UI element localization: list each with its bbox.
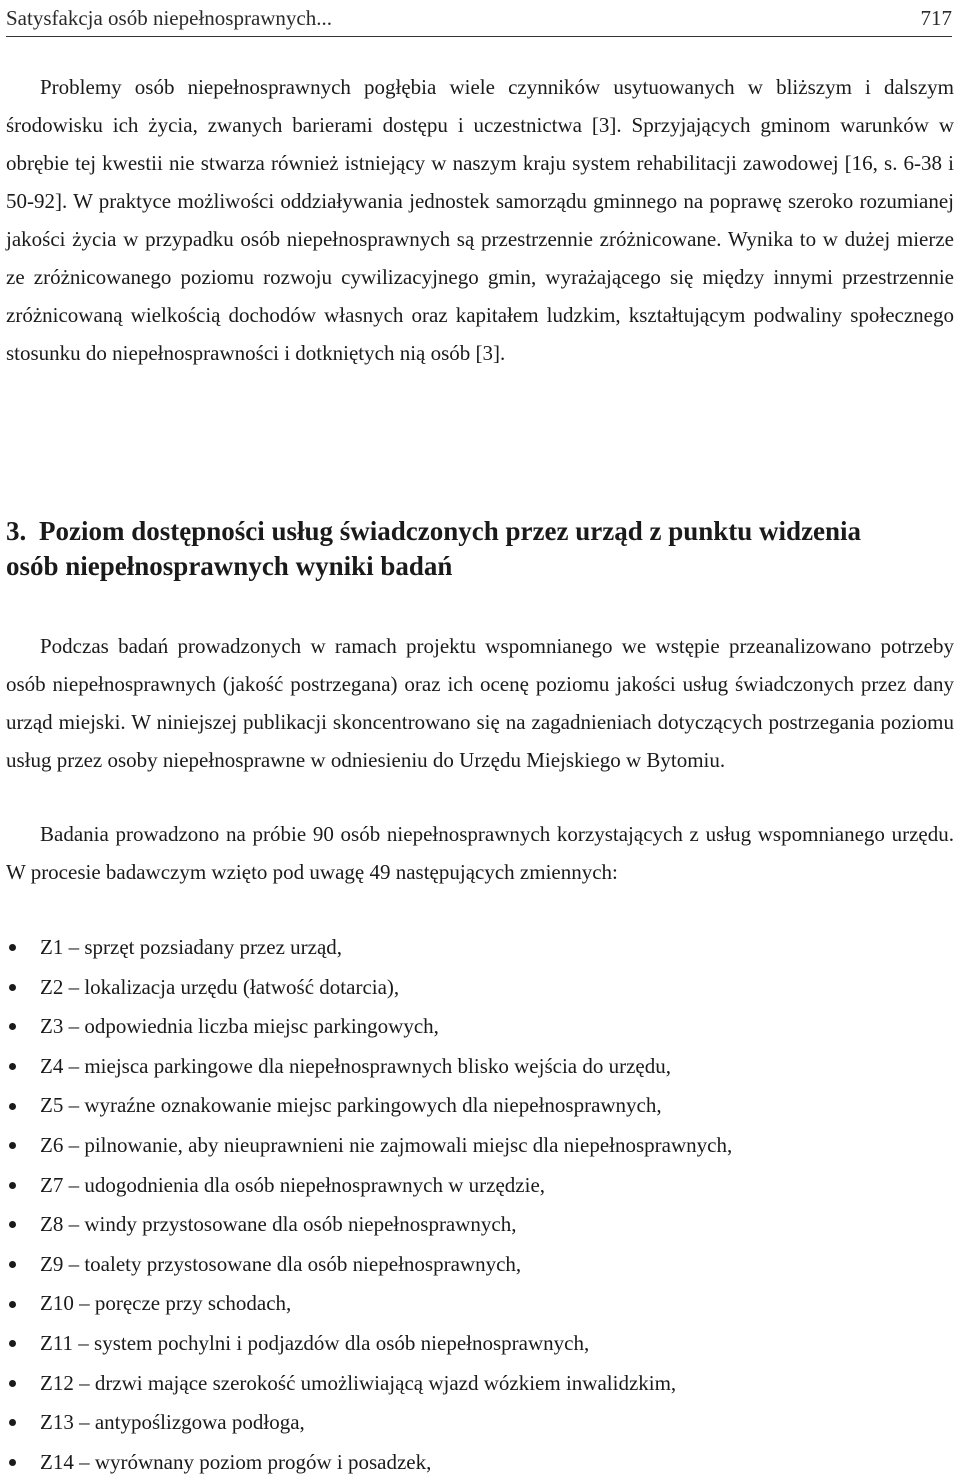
list-item: Z10 – poręcze przy schodach, — [6, 1284, 954, 1324]
section-paragraph-2-block — [6, 815, 954, 891]
bullet-icon — [9, 944, 16, 951]
bullet-icon — [9, 1063, 16, 1070]
list-item: Z2 – lokalizacja urzędu (łatwość dotarcia), — [6, 968, 954, 1008]
intro-paragraph-block — [6, 68, 954, 372]
list-item: Z11 – system pochylni i podjazdów dla osób niepełnosprawnych, — [6, 1324, 954, 1364]
bullet-icon — [9, 1419, 16, 1426]
bullet-icon — [9, 1340, 16, 1347]
section-paragraph-1-block — [6, 627, 954, 779]
bullet-icon — [9, 1221, 16, 1228]
section-paragraph-1: Podczas badań prowadzonych w ramach projektu wspomnianego we wstępie przeanalizowano potrzeby osób niepełnosprawnych (jakość postrzegana) oraz ich ocenę poziomu jakości usług świadczonych przez dany urząd miejski. W niniejszej publikacji skoncentrowano się na zagadnieniach dotyczących postrzegania poziomu usług przez osoby niepełnosprawne w odniesieniu do Urzędu Miejskiego w Bytomiu. — [6, 634, 954, 772]
bullet-icon — [9, 1023, 16, 1030]
section-heading — [6, 514, 954, 584]
list-item: Z9 – toalety przystosowane dla osób niepełnosprawnych, — [6, 1245, 954, 1285]
list-item: Z3 – odpowiednia liczba miejsc parkingowych, — [6, 1007, 954, 1047]
header-rule — [6, 36, 952, 37]
list-item: Z6 – pilnowanie, aby nieuprawnieni nie zajmowali miejsc dla niepełnosprawnych, — [6, 1126, 954, 1166]
list-item: Z13 – antypoślizgowa podłoga, — [6, 1403, 954, 1443]
list-item: Z7 – udogodnienia dla osób niepełnosprawnych w urzędzie, — [6, 1166, 954, 1206]
running-header — [6, 4, 952, 34]
page-number: 717 — [920, 6, 952, 30]
list-item: Z8 – windy przystosowane dla osób niepełnosprawnych, — [6, 1205, 954, 1245]
list-item: Z1 – sprzęt pozsiadany przez urząd, — [6, 928, 954, 968]
intro-paragraph: Problemy osób niepełnosprawnych pogłębia wiele czynników usytuowanych w bliższym i dalszym środowisku ich życia, zwanych barierami dostępu i uczestnictwa [3]. Sprzyjających gminom warunków w obrębie tej kwestii nie stwarza również istniejący w naszym kraju system rehabilitacji zawodowej [16, s. 6-38 i 50-92]. W praktyce możliwości oddziaływania jednostek samorządu gminnego na poprawę szeroko rozumianej jakości życia w przypadku osób niepełnosprawnych są przestrzennie zróżnicowane. Wynika to w dużej mierze ze zróżnicowanego poziomu rozwoju cywilizacyjnego gmin, wyrażającego się między innymi przestrzennie zróżnicowaną wielkością dochodów własnych oraz kapitałem ludzkim, kształtującym podwaliny społecznego stosunku do niepełnosprawności i dotkniętych nią osób [3]. — [6, 75, 954, 365]
section-paragraph-2: Badania prowadzono na próbie 90 osób niepełnosprawnych korzystających z usług wspomnianego urzędu. W procesie badawczym wzięto pod uwagę 49 następujących zmiennych: — [6, 822, 954, 884]
bullet-icon — [9, 984, 16, 991]
bullet-icon — [9, 1103, 16, 1110]
section-title-line1: Poziom dostępności usług świadczonych przez urząd z punktu widzenia — [39, 516, 862, 546]
bullet-icon — [9, 1182, 16, 1189]
bullet-icon — [9, 1459, 16, 1466]
list-item: Z12 – drzwi mające szerokość umożliwiającą wjazd wózkiem inwalidzkim, — [6, 1364, 954, 1404]
list-item: Z4 – miejsca parkingowe dla niepełnosprawnych blisko wejścia do urzędu, — [6, 1047, 954, 1087]
bullet-icon — [9, 1142, 16, 1149]
section-number: 3. — [6, 516, 27, 546]
list-item: Z5 – wyraźne oznakowanie miejsc parkingowych dla niepełnosprawnych, — [6, 1086, 954, 1126]
variable-list — [6, 928, 954, 1482]
running-title: Satysfakcja osób niepełnosprawnych... — [6, 6, 333, 30]
section-title-line2: osób niepełnosprawnych wyniki badań — [6, 551, 453, 581]
list-item: Z14 – wyrównany poziom progów i posadzek, — [6, 1443, 954, 1482]
bullet-icon — [9, 1380, 16, 1387]
bullet-icon — [9, 1301, 16, 1308]
bullet-icon — [9, 1261, 16, 1268]
